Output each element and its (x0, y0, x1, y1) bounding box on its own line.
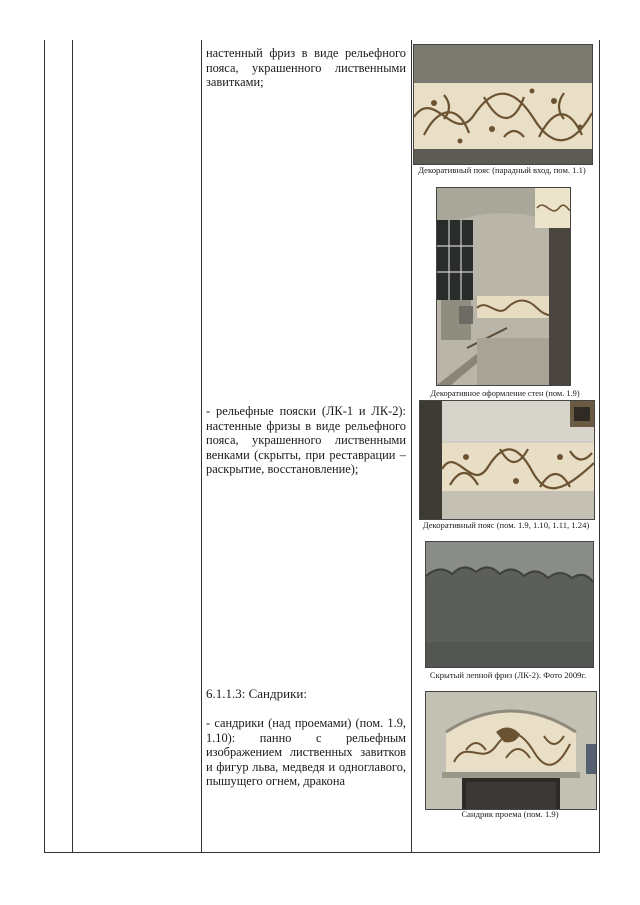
table-border-left (44, 40, 45, 853)
table-border-right (599, 40, 600, 853)
photo-decorative-belt-entrance (413, 44, 593, 165)
section-heading-sandriki: 6.1.1.3: Сандрики: (206, 686, 307, 701)
photo-caption: Сандрик проема (пом. 1.9) (461, 809, 559, 819)
table-column-divider (411, 40, 412, 853)
table-column-divider (72, 40, 73, 853)
photo-caption: Декоративное оформление стен (пом. 1.9) (430, 389, 580, 398)
paragraph-relief-belts: - рельефные пояски (ЛК-1 и ЛК-2): настенные фризы в виде рельефного пояса, украшенного лиственными венками (скрыты, при реставрации – раскрытие, восстановление); (206, 404, 406, 477)
paragraph-sandriki: - сандрики (над проемами) (пом. 1.9, 1.10): панно с рельефным изображением лиственных завитков и фигур льва, медведя и одноглавого, пышущего огнем, дракона (206, 716, 406, 789)
table-column-divider (201, 40, 202, 853)
paragraph-frieze: настенный фриз в виде рельефного пояса, украшенного лиственными завитками; (206, 46, 406, 90)
photo-caption: Декоративный пояс (пом. 1.9, 1.10, 1.11, 1.24) (422, 520, 590, 530)
photo-caption: Скрытый лепной фриз (ЛК-2). Фото 2009г. (429, 670, 587, 680)
photo-hidden-stucco-frieze (425, 541, 594, 668)
photo-wall-decoration-room (436, 187, 571, 386)
photo-caption: Декоративный пояс (парадный вход, пом. 1.1) (418, 165, 586, 175)
photo-sandrik-opening (425, 691, 597, 810)
table-border-bottom (44, 852, 600, 853)
photo-decorative-belt-rooms (419, 400, 595, 520)
